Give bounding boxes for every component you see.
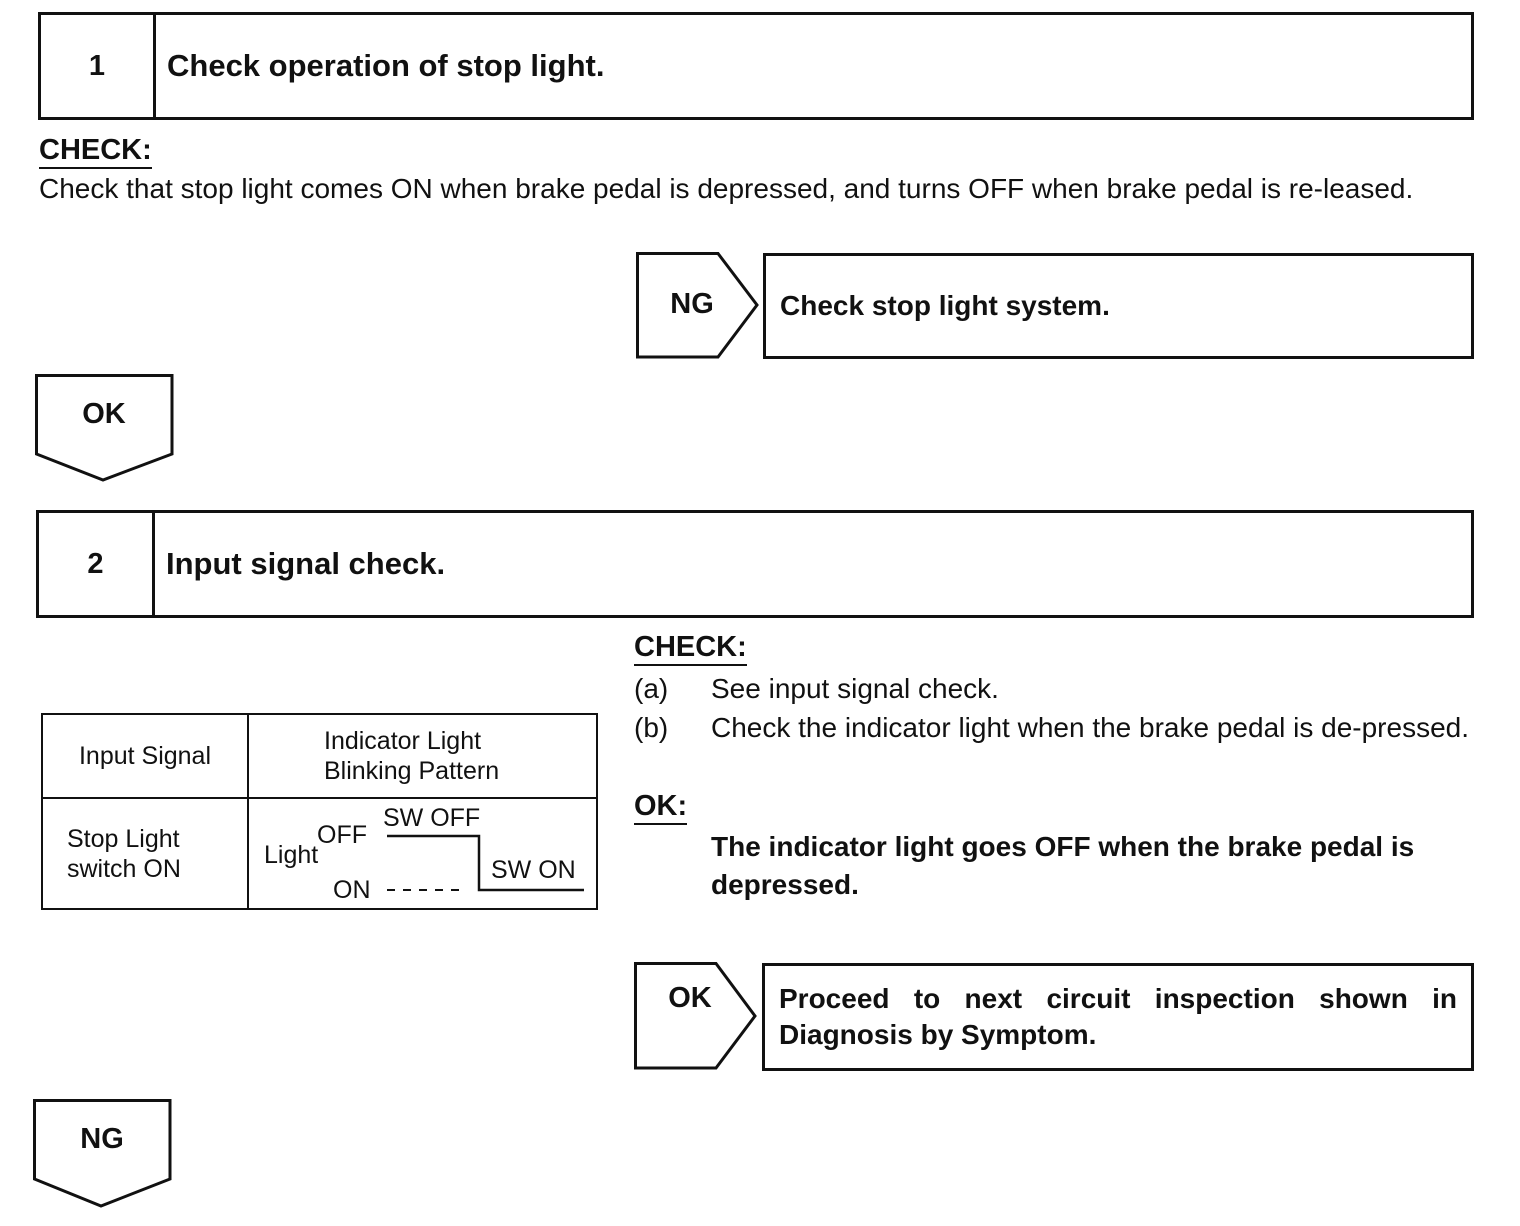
- input-signal-table: [41, 713, 598, 910]
- on-label: ON: [333, 876, 371, 904]
- ng-label: NG: [80, 1123, 124, 1155]
- header-line-2: Blinking Pattern: [324, 757, 500, 785]
- ok-result-text: Proceed to next circuit inspection shown in Diagnosis by Symptom.: [779, 983, 1457, 1050]
- header-text: Input Signal: [78, 741, 212, 770]
- input-line-2: switch ON: [67, 854, 181, 883]
- ok-label: OK: [668, 982, 712, 1014]
- step-number: 1: [41, 15, 156, 117]
- ok-result-box: [762, 963, 1474, 1071]
- off-label: OFF: [317, 821, 367, 849]
- ok-arrow-shape: [634, 962, 759, 1072]
- light-label: Light: [264, 841, 319, 869]
- ng-result-text: Check stop light system.: [780, 290, 1110, 321]
- header-line-1: Indicator Light: [324, 727, 482, 755]
- blinking-pattern-diagram: [249, 800, 595, 907]
- sw-on-label: SW ON: [491, 856, 576, 884]
- table-cell-pattern: [248, 798, 597, 909]
- step-2-header: [36, 510, 1474, 618]
- check-heading: CHECK:: [634, 630, 747, 666]
- list-marker: (b): [634, 712, 669, 743]
- list-text: See input signal check.: [711, 673, 999, 704]
- table-header-pattern: [248, 714, 597, 798]
- waveform: [249, 800, 595, 907]
- ok-criteria-text: The indicator light goes OFF when the brake pedal is depressed.: [711, 831, 1415, 900]
- step-number: 2: [39, 513, 155, 615]
- list-text: Check the indicator light when the brake pedal is de-pressed.: [711, 712, 1469, 743]
- table-cell-input: [42, 798, 248, 909]
- step-1-header: [38, 12, 1474, 120]
- sw-off-label: SW OFF: [383, 804, 481, 832]
- step-title: Input signal check.: [166, 546, 446, 581]
- check-instruction: Check that stop light comes ON when brake pedal is depressed, and turns OFF when brake pedal is re-leased.: [39, 173, 1414, 204]
- table-header-input-signal: [42, 714, 248, 798]
- list-item: [634, 709, 1476, 789]
- input-line-1: Stop Light: [67, 824, 180, 853]
- step-title: Check operation of stop light.: [167, 48, 605, 83]
- list-marker: (a): [634, 673, 669, 704]
- ng-label: NG: [670, 288, 714, 320]
- check-heading: CHECK:: [39, 133, 152, 169]
- ng-result-box: [763, 253, 1474, 359]
- ok-label: OK: [82, 398, 126, 430]
- ok-heading: OK:: [634, 789, 687, 825]
